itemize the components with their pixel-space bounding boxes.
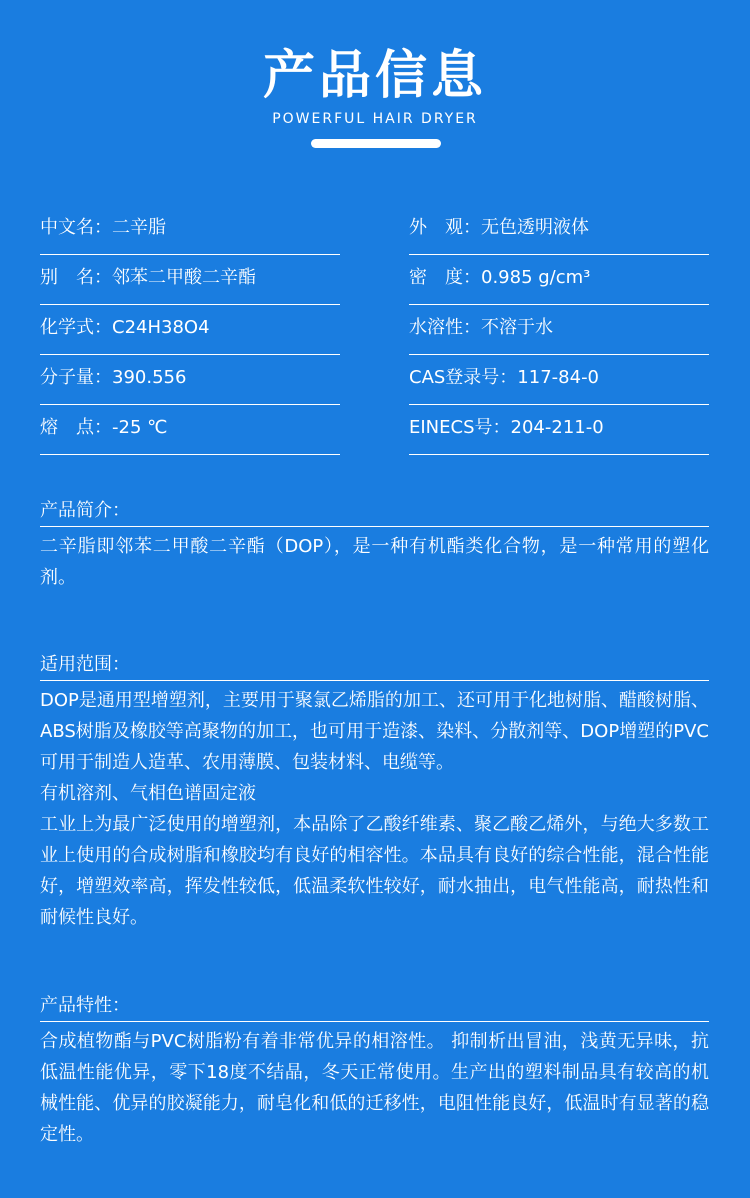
spec-text: EINECS号：204-211-0 (409, 417, 604, 438)
page-subtitle: POWERFUL HAIR DRYER (272, 111, 478, 127)
spec-row-melting-point (40, 405, 340, 455)
spec-text: 中文名：二辛脂 (40, 217, 166, 238)
scope-heading: 适用范围： (40, 652, 709, 681)
spec-text: CAS登录号：117-84-0 (409, 367, 600, 388)
spec-text: 密 度：0.985 g/cm³ (409, 267, 591, 288)
spec-row-appearance (409, 205, 709, 255)
spec-row-cas (409, 355, 709, 405)
spec-row-einecs (409, 405, 709, 455)
features-heading: 产品特性： (40, 993, 709, 1022)
spec-column-left (40, 205, 340, 455)
spec-text: 外 观：无色透明液体 (409, 217, 589, 238)
spec-text: 别 名：邻苯二甲酸二辛酯 (40, 267, 256, 288)
spec-row-solubility (409, 305, 709, 355)
spec-text: 熔 点：-25 ℃ (40, 417, 168, 438)
spec-text: 水溶性：不溶于水 (409, 317, 553, 338)
intro-text: 二辛脂即邻苯二甲酸二辛酯（DOP），是一种有机酯类化合物，是一种常用的塑化剂。 (40, 536, 709, 588)
features-body (40, 1026, 709, 1150)
page-title: 产品信息 (262, 46, 487, 106)
spec-column-right (409, 205, 709, 455)
spec-text: 分子量：390.556 (40, 367, 187, 388)
spec-text: 化学式：C24H38O4 (40, 317, 210, 338)
title-underline-bar (311, 139, 441, 148)
scope-section (40, 652, 709, 933)
features-text: 合成植物酯与PVC树脂粉有着非常优异的相溶性。 抑制析出冒油，浅黄无异味，抗低温性能优异，零下18度不结晶，冬天正常使用。生产出的塑料制品具有较高的机械性能、优异的胶凝能力，耐皂化和低的迁移性，电阻性能良好，低温时有显著的稳定性。 (40, 1031, 709, 1145)
scope-body (40, 685, 709, 933)
intro-body (40, 531, 709, 593)
scope-paragraph: DOP是通用型增塑剂，主要用于聚氯乙烯脂的加工、还可用于化地树脂、醋酸树脂、ABS树脂及橡胶等高聚物的加工，也可用于造漆、染料、分散剂等、DOP增塑的PVC可用于制造人造革、农用薄膜、包装材料、电缆等。 (40, 690, 709, 773)
features-section (40, 993, 709, 1150)
spec-row-chinese-name (40, 205, 340, 255)
spec-row-formula (40, 305, 340, 355)
spec-row-density (409, 255, 709, 305)
scope-paragraph: 有机溶剂、气相色谱固定液 (40, 783, 256, 804)
scope-paragraph: 工业上为最广泛使用的增塑剂，本品除了乙酸纤维素、聚乙酸乙烯外，与绝大多数工业上使用的合成树脂和橡胶均有良好的相容性。本品具有良好的综合性能，混合性能好，增塑效率高，挥发性较低，低温柔软性较好，耐水抽出，电气性能高，耐热性和耐候性良好。 (40, 814, 709, 928)
intro-heading: 产品简介： (40, 498, 709, 527)
intro-section (40, 498, 709, 593)
spec-row-alias (40, 255, 340, 305)
spec-row-molecular-weight (40, 355, 340, 405)
